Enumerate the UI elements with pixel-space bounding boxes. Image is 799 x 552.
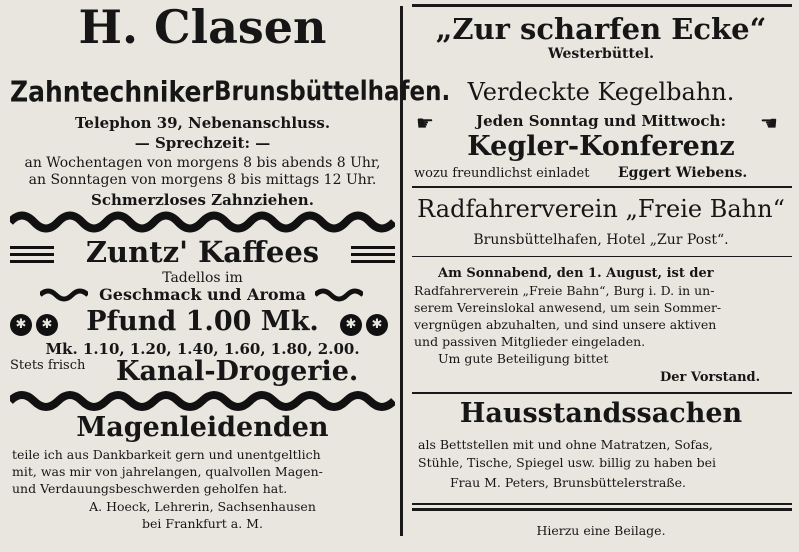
clasen-hours-sunday: an Sonntagen von morgens 8 bis mittags 12 Uhr. <box>28 172 377 188</box>
kaffee-title: Zuntz' Kaffees <box>85 235 320 269</box>
pointing-hand-icon: ☚ <box>760 111 778 135</box>
rad-sign: Der Vorstand. <box>660 370 761 385</box>
rad-line6: Um gute Beteiligung bittet <box>438 351 609 366</box>
haus-title: Hausstandssachen <box>459 398 743 429</box>
pointing-hand-icon: ☛ <box>416 111 434 135</box>
magen-title: Magenleidenden <box>76 412 329 443</box>
clasen-painless: Schmerzloses Zahnziehen. <box>91 191 314 209</box>
ecke-days: Jeden Sonntag und Mittwoch: <box>476 112 726 130</box>
ecke-host: Eggert Wiebens. <box>618 165 748 181</box>
wave-ornament <box>10 391 395 411</box>
rad-line4: vergnügen abzuhalten, und sind unsere aktiven <box>414 317 717 332</box>
rad-line3: serem Vereinslokal anwesend, um sein Sommer- <box>414 300 722 315</box>
star-dot-icon: ✱ <box>36 314 58 336</box>
section-rule <box>412 256 792 257</box>
beilage-note: Hierzu eine Beilage. <box>536 523 666 538</box>
clasen-hours-title: — Sprechzeit: — <box>134 134 271 152</box>
ecke-place: Westerbüttel. <box>547 46 655 62</box>
section-rule <box>412 503 792 505</box>
rad-line5: und passiven Mitglieder eingeladen. <box>414 334 646 349</box>
star-dot-icon: ✱ <box>366 314 388 336</box>
haus-line2: Stühle, Tische, Spiegel usw. billig zu haben bei <box>418 455 717 470</box>
wave-ornament <box>10 211 395 233</box>
kaffee-stets: Stets frisch <box>10 358 86 373</box>
clasen-phone: Telephon 39, Nebenanschluss. <box>74 114 331 132</box>
magen-line3: und Verdauungsbeschwerden geholfen hat. <box>12 481 288 496</box>
clasen-place: Brunsbüttelhafen. <box>214 77 451 108</box>
kaffee-line1: Tadellos im <box>162 270 243 286</box>
magen-line5: bei Frankfurt a. M. <box>142 516 263 531</box>
rad-line2: Radfahrerverein „Freie Bahn“, Burg i. D. in un- <box>414 283 715 298</box>
haus-line3: Frau M. Peters, Brunsbüttelerstraße. <box>450 475 687 490</box>
magen-line4: A. Hoeck, Lehrerin, Sachsenhausen <box>89 499 316 514</box>
kaffee-price: Pfund 1.00 Mk. <box>86 306 319 337</box>
clasen-profession: Zahntechniker <box>10 74 214 109</box>
section-rule <box>412 186 792 188</box>
kaffee-line2: Geschmack und Aroma <box>99 285 306 304</box>
rad-line1: Am Sonnabend, den 1. August, ist der <box>438 266 714 281</box>
kaffee-prices: Mk. 1.10, 1.20, 1.40, 1.60, 1.80, 2.00. <box>45 340 360 358</box>
magen-line2: mit, was mir von jahrelangen, qualvollen Magen- <box>12 464 323 479</box>
section-rule <box>412 508 792 511</box>
star-dot-icon: ✱ <box>340 314 362 336</box>
magen-line1: teile ich aus Dankbarkeit gern und unentgeltlich <box>12 447 321 462</box>
ecke-kegel: Verdeckte Kegelbahn. <box>467 78 735 106</box>
ecke-invite: wozu freundlichst einladet <box>414 166 590 181</box>
star-dot-icon: ✱ <box>10 314 32 336</box>
section-rule <box>412 392 792 394</box>
kaffee-shop: Kanal-Drogerie. <box>116 356 359 387</box>
top-rule <box>412 4 792 7</box>
haus-line1: als Bettstellen mit und ohne Matratzen, Sofas, <box>418 437 713 452</box>
ecke-konferenz: Kegler-Konferenz <box>467 131 735 162</box>
rad-place: Brunsbüttelhafen, Hotel „Zur Post“. <box>473 232 729 248</box>
rad-title: Radfahrerverein „Freie Bahn“ <box>417 195 785 223</box>
clasen-hours-weekday: an Wochentagen von morgens 8 bis abends 8 Uhr, <box>24 155 381 171</box>
ecke-title: „Zur scharfen Ecke“ <box>435 12 767 46</box>
clasen-name: H. Clasen <box>78 0 327 54</box>
